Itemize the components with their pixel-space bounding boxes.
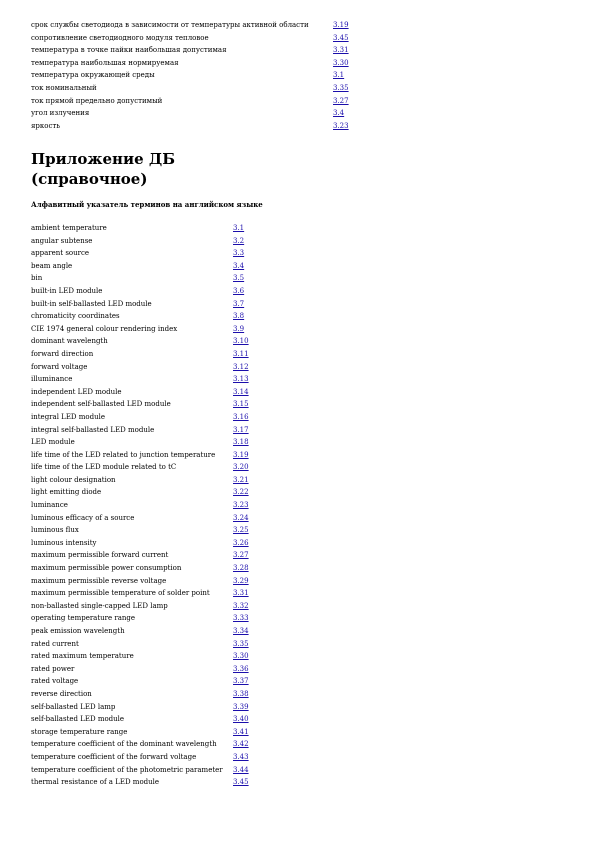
index-ref-link[interactable]: 3.35	[333, 83, 349, 92]
index-row	[31, 638, 249, 651]
index-ref-link[interactable]: 3.23	[233, 501, 249, 510]
index-row	[31, 69, 349, 82]
index-row	[31, 32, 349, 45]
index-ref-cell	[233, 726, 249, 739]
index-term: self-ballasted LED module	[31, 715, 125, 724]
index-ref-link[interactable]: 3.38	[233, 689, 249, 698]
index-ref-cell	[233, 638, 249, 651]
index-term: maximum permissible forward current	[31, 551, 169, 560]
index-term: ambient temperature	[31, 224, 107, 232]
index-row	[31, 776, 249, 789]
index-term: life time of the LED related to junction temperature	[31, 450, 216, 459]
index-ref-cell	[233, 499, 249, 512]
index-ref-cell	[233, 424, 249, 437]
index-row	[31, 247, 249, 260]
index-term: temperature coefficient of the photometric parameter	[31, 765, 223, 774]
index-term: built-in LED module	[31, 286, 103, 295]
index-term: температура в точке пайки наибольшая допустимая	[31, 46, 227, 55]
index-ref-link[interactable]: 3.24	[233, 513, 249, 522]
index-row	[31, 600, 249, 613]
index-term: temperature coefficient of the dominant wavelength	[31, 740, 217, 749]
index-row	[31, 726, 249, 739]
index-row	[31, 82, 349, 95]
index-term: beam angle	[31, 261, 73, 270]
index-ref-link[interactable]: 3.8	[233, 312, 245, 321]
index-row	[31, 688, 249, 701]
index-row	[31, 537, 249, 550]
index-term: operating temperature range	[31, 614, 136, 623]
index-ref-link[interactable]: 3.30	[233, 652, 249, 661]
index-row	[31, 587, 249, 600]
index-ref-link[interactable]: 3.27	[233, 551, 249, 560]
index-ref-link[interactable]: 3.18	[233, 438, 249, 447]
index-term: independent self-ballasted LED module	[31, 400, 171, 409]
index-ref-link[interactable]: 3.39	[233, 702, 249, 711]
index-row	[31, 373, 249, 386]
index-term: self-ballasted LED lamp	[31, 702, 116, 711]
index-ref-link[interactable]: 3.3	[233, 249, 245, 258]
appendix-subtitle: Алфавитный указатель терминов на английском языке	[31, 200, 263, 209]
index-ref-cell	[233, 222, 249, 235]
index-ref-cell	[233, 298, 249, 311]
index-ref-cell	[333, 82, 349, 95]
index-ref-link[interactable]: 3.9	[233, 324, 245, 333]
index-ref-cell	[233, 688, 249, 701]
index-row	[31, 701, 249, 714]
index-ref-cell	[233, 411, 249, 424]
index-ref-link[interactable]: 3.35	[233, 639, 249, 648]
index-ref-cell	[333, 95, 349, 108]
index-row	[31, 57, 349, 70]
index-row	[31, 663, 249, 676]
index-row	[31, 612, 249, 625]
index-row	[31, 120, 349, 133]
index-ref-link[interactable]: 3.36	[233, 664, 249, 673]
index-ref-cell	[233, 461, 249, 474]
index-term: rated current	[31, 639, 79, 648]
index-ref-link[interactable]: 3.7	[233, 299, 245, 308]
index-term: forward voltage	[31, 362, 88, 371]
index-row	[31, 650, 249, 663]
index-ref-link[interactable]: 3.1	[233, 224, 245, 232]
index-row	[31, 751, 249, 764]
english-term-index	[31, 222, 249, 789]
index-ref-link[interactable]: 3.4	[333, 109, 345, 118]
index-ref-link[interactable]: 3.42	[233, 740, 249, 749]
index-row	[31, 524, 249, 537]
index-ref-cell	[333, 32, 349, 45]
index-ref-cell	[233, 575, 249, 588]
index-term: LED module	[31, 438, 75, 447]
index-row	[31, 738, 249, 751]
index-ref-cell	[233, 323, 249, 336]
index-term: rated power	[31, 664, 75, 673]
index-ref-link[interactable]: 3.4	[233, 261, 245, 270]
index-term: угол излучения	[31, 109, 90, 118]
index-term: luminous intensity	[31, 538, 97, 547]
index-row	[31, 348, 249, 361]
index-term: яркость	[31, 121, 61, 130]
index-ref-link[interactable]: 3.5	[233, 274, 245, 283]
index-ref-link[interactable]: 3.33	[233, 614, 249, 623]
index-ref-cell	[233, 625, 249, 638]
index-term: forward direction	[31, 349, 94, 358]
index-ref-link[interactable]: 3.37	[233, 677, 249, 686]
index-ref-link[interactable]: 3.45	[233, 778, 249, 787]
index-term: chromaticity coordinates	[31, 312, 120, 321]
index-term: integral LED module	[31, 412, 105, 421]
index-term: independent LED module	[31, 387, 122, 396]
index-ref-cell	[233, 436, 249, 449]
index-ref-cell	[233, 776, 249, 789]
index-row	[31, 272, 249, 285]
index-ref-link[interactable]: 3.23	[333, 121, 349, 130]
index-ref-link[interactable]: 3.32	[233, 601, 249, 610]
index-row	[31, 222, 249, 235]
index-term: сопротивление светодиодного модуля тепловое	[31, 33, 209, 42]
index-ref-cell	[333, 57, 349, 70]
russian-term-index	[31, 19, 349, 132]
index-term: light colour designation	[31, 475, 116, 484]
index-row	[31, 764, 249, 777]
index-term: life time of the LED module related to tC	[31, 463, 177, 472]
appendix-title-line1: Приложение ДБ	[31, 150, 176, 168]
index-row	[31, 298, 249, 311]
index-term: luminance	[31, 501, 68, 510]
index-row	[31, 449, 249, 462]
index-term: maximum permissible temperature of solder point	[31, 589, 210, 598]
index-ref-cell	[333, 69, 349, 82]
index-ref-link[interactable]: 3.1	[333, 71, 345, 80]
index-row	[31, 562, 249, 575]
index-ref-link[interactable]: 3.15	[233, 400, 249, 409]
index-ref-cell	[233, 650, 249, 663]
index-ref-cell	[233, 537, 249, 550]
index-ref-cell	[233, 512, 249, 525]
index-ref-link[interactable]: 3.43	[233, 752, 249, 761]
index-row	[31, 310, 249, 323]
index-row	[31, 675, 249, 688]
index-ref-link[interactable]: 3.22	[233, 488, 249, 497]
index-ref-link[interactable]: 3.25	[233, 526, 249, 535]
index-ref-cell	[233, 310, 249, 323]
index-ref-cell	[233, 474, 249, 487]
index-term: integral self-ballasted LED module	[31, 425, 155, 434]
index-ref-link[interactable]: 3.27	[333, 96, 349, 105]
index-ref-link[interactable]: 3.13	[233, 375, 249, 384]
index-term: illuminance	[31, 375, 73, 384]
index-ref-cell	[233, 600, 249, 613]
index-term: peak emission wavelength	[31, 627, 125, 635]
index-row	[31, 386, 249, 399]
index-ref-cell	[233, 285, 249, 298]
index-ref-cell	[333, 19, 349, 32]
index-ref-cell	[333, 44, 349, 57]
index-ref-cell	[233, 675, 249, 688]
index-term: storage temperature range	[31, 727, 128, 736]
index-row	[31, 95, 349, 108]
index-ref-cell	[333, 120, 349, 133]
index-row	[31, 285, 249, 298]
index-ref-cell	[233, 272, 249, 285]
index-ref-cell	[233, 751, 249, 764]
index-term: CIE 1974 general colour rendering index	[31, 324, 178, 333]
index-row	[31, 625, 249, 638]
index-ref-cell	[233, 738, 249, 751]
index-ref-link[interactable]: 3.17	[233, 425, 249, 434]
index-term: dominant wavelength	[31, 337, 108, 346]
index-ref-cell	[233, 612, 249, 625]
index-term: bin	[31, 274, 43, 283]
index-ref-link[interactable]: 3.30	[333, 58, 349, 67]
index-term: rated maximum temperature	[31, 652, 134, 661]
index-row	[31, 512, 249, 525]
index-row	[31, 335, 249, 348]
index-ref-cell	[233, 335, 249, 348]
index-term: maximum permissible power consumption	[31, 564, 182, 573]
index-ref-cell	[233, 373, 249, 386]
index-ref-link[interactable]: 3.29	[233, 576, 249, 585]
index-row	[31, 713, 249, 726]
index-row	[31, 361, 249, 374]
index-row	[31, 549, 249, 562]
index-ref-link[interactable]: 3.44	[233, 765, 249, 774]
index-ref-cell	[233, 549, 249, 562]
index-ref-cell	[233, 260, 249, 273]
index-ref-link[interactable]: 3.11	[233, 349, 249, 358]
index-ref-link[interactable]: 3.41	[233, 727, 249, 736]
index-ref-link[interactable]: 3.2	[233, 236, 245, 245]
index-row	[31, 19, 349, 32]
index-ref-link[interactable]: 3.20	[233, 463, 249, 472]
index-ref-cell	[333, 107, 349, 120]
index-term: light emitting diode	[31, 488, 102, 497]
index-term: rated voltage	[31, 677, 79, 686]
index-term: maximum permissible reverse voltage	[31, 576, 167, 585]
index-row	[31, 499, 249, 512]
index-row	[31, 260, 249, 273]
index-ref-link[interactable]: 3.28	[233, 564, 249, 573]
index-ref-link[interactable]: 3.12	[233, 362, 249, 371]
index-term: luminous efficacy of a source	[31, 513, 135, 522]
index-ref-link[interactable]: 3.21	[233, 475, 249, 484]
index-row	[31, 474, 249, 487]
index-ref-cell	[233, 235, 249, 248]
index-term: non-ballasted single-capped LED lamp	[31, 601, 168, 610]
index-ref-cell	[233, 764, 249, 777]
index-row	[31, 235, 249, 248]
index-ref-link[interactable]: 3.45	[333, 33, 349, 42]
index-ref-link[interactable]: 3.31	[333, 46, 349, 55]
index-ref-link[interactable]: 3.19	[233, 450, 249, 459]
index-row	[31, 424, 249, 437]
index-ref-cell	[233, 386, 249, 399]
index-ref-link[interactable]: 3.6	[233, 286, 245, 295]
index-ref-cell	[233, 701, 249, 714]
index-ref-cell	[233, 361, 249, 374]
index-term: temperature coefficient of the forward voltage	[31, 752, 197, 761]
index-ref-link[interactable]: 3.16	[233, 412, 249, 421]
index-ref-link[interactable]: 3.19	[333, 21, 349, 29]
index-ref-cell	[233, 449, 249, 462]
index-ref-cell	[233, 398, 249, 411]
index-ref-cell	[233, 247, 249, 260]
index-term: срок службы светодиода в зависимости от температуры активной области	[31, 21, 309, 29]
index-row	[31, 107, 349, 120]
index-term: температура окружающей среды	[31, 71, 155, 80]
index-term: angular subtense	[31, 236, 93, 245]
index-row	[31, 486, 249, 499]
index-ref-cell	[233, 348, 249, 361]
appendix-title	[31, 149, 175, 189]
index-row	[31, 398, 249, 411]
index-ref-cell	[233, 562, 249, 575]
index-row	[31, 411, 249, 424]
index-term: ток номинальный	[31, 83, 97, 92]
index-ref-link[interactable]: 3.40	[233, 715, 249, 724]
index-ref-cell	[233, 524, 249, 537]
index-row	[31, 44, 349, 57]
appendix-title-line2: (справочное)	[31, 170, 148, 188]
index-ref-link[interactable]: 3.31	[233, 589, 249, 598]
index-term: apparent source	[31, 249, 90, 258]
index-term: ток прямой предельно допустимый	[31, 96, 163, 105]
index-ref-cell	[233, 486, 249, 499]
index-row	[31, 436, 249, 449]
index-term: reverse direction	[31, 689, 92, 698]
index-ref-link[interactable]: 3.10	[233, 337, 249, 346]
index-ref-cell	[233, 713, 249, 726]
index-row	[31, 461, 249, 474]
index-term: luminous flux	[31, 526, 79, 535]
index-row	[31, 575, 249, 588]
index-ref-cell	[233, 587, 249, 600]
index-term: температура наибольшая нормируемая	[31, 58, 179, 67]
index-ref-cell	[233, 663, 249, 676]
index-ref-link[interactable]: 3.34	[233, 627, 249, 635]
index-term: built-in self-ballasted LED module	[31, 299, 152, 308]
index-row	[31, 323, 249, 336]
index-term: thermal resistance of a LED module	[31, 778, 160, 787]
index-ref-link[interactable]: 3.26	[233, 538, 249, 547]
index-ref-link[interactable]: 3.14	[233, 387, 249, 396]
